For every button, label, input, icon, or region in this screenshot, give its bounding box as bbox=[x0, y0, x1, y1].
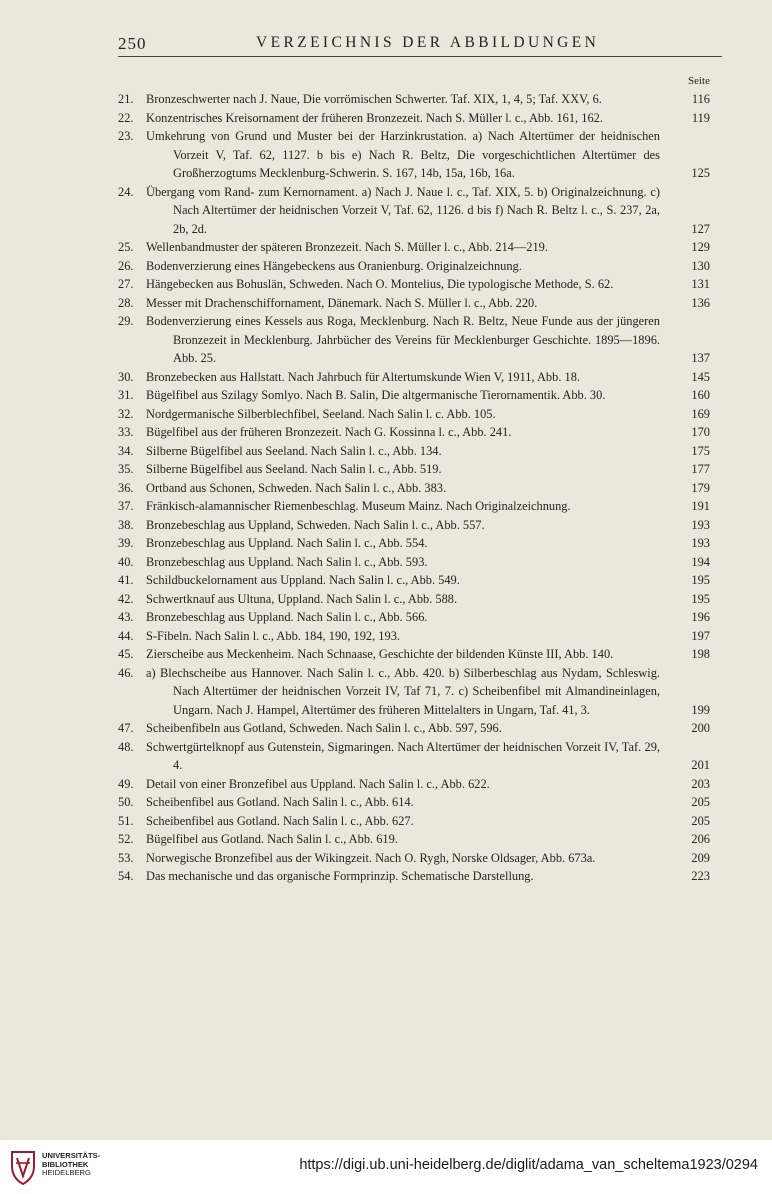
entry-caption: Bügelfibel aus Gotland. Nach Salin l. c., Abb. 619. bbox=[146, 832, 398, 846]
entry-page: 200 bbox=[691, 721, 710, 735]
entry-number: 41. bbox=[118, 573, 134, 587]
entry-number: 42. bbox=[118, 591, 134, 606]
library-line: UNIVERSITÄTS- bbox=[42, 1151, 101, 1160]
running-title: VERZEICHNIS DER ABBILDUNGEN bbox=[256, 34, 600, 51]
entry-caption: Schwertknauf aus Ultuna, Uppland. Nach Salin l. c., Abb. 588. bbox=[146, 591, 458, 606]
entry-caption: Bronzebeschlag aus Uppland, Schweden. Nach Salin l. c., Abb. 557. bbox=[146, 517, 485, 532]
entry-caption: Silberne Bügelfibel aus Seeland. Nach Salin l. c., Abb. 519. bbox=[146, 462, 442, 476]
library-name bbox=[42, 1152, 100, 1178]
list-entry bbox=[118, 386, 722, 405]
list-entry bbox=[118, 664, 722, 720]
list-entry bbox=[118, 590, 722, 609]
entry-page: 203 bbox=[691, 776, 710, 791]
entry-page: 131 bbox=[691, 277, 710, 291]
list-entry bbox=[118, 516, 722, 535]
entry-caption: Ortband aus Schonen, Schweden. Nach Salin l. c., Abb. 383. bbox=[146, 480, 447, 495]
entry-caption: Bodenverzierung eines Kessels aus Roga, Mecklenburg. Nach R. Beltz, Neue Funde aus der jüngeren Bronzezeit in Mecklenburg. Jahrbücher des Vereins für Mecklenburger Geschichte. 1895—1896. Abb. 25. bbox=[146, 314, 660, 365]
entry-number: 44. bbox=[118, 628, 134, 643]
entry-page: 125 bbox=[691, 166, 710, 180]
entry-caption: Messer mit Drachenschiffornament, Dänemark. Nach S. Müller l. c., Abb. 220. bbox=[146, 295, 538, 310]
list-entry bbox=[118, 849, 722, 868]
list-entry bbox=[118, 294, 722, 313]
list-entry bbox=[118, 738, 722, 775]
list-entry bbox=[118, 627, 722, 646]
entry-caption: Schildbuckelornament aus Uppland. Nach Salin l. c., Abb. 549. bbox=[146, 573, 460, 587]
entry-number: 28. bbox=[118, 295, 134, 310]
entry-number: 48. bbox=[118, 739, 134, 754]
entry-number: 38. bbox=[118, 517, 134, 532]
entry-caption: Bronzebeschlag aus Uppland. Nach Salin l. c., Abb. 593. bbox=[146, 554, 428, 569]
entry-page: 145 bbox=[691, 369, 710, 384]
entry-page: 137 bbox=[691, 351, 710, 365]
entry-caption: Hängebecken aus Bohuslän, Schweden. Nach O. Montelius, Die typologische Methode, S. 62. bbox=[146, 277, 614, 291]
list-entry bbox=[118, 90, 722, 109]
entry-page: 119 bbox=[691, 110, 710, 125]
entry-page: 169 bbox=[691, 406, 710, 421]
entry-caption: Fränkisch-alamannischer Riemenbeschlag. Museum Mainz. Nach Originalzeichnung. bbox=[146, 499, 571, 513]
entry-caption: Bronzebecken aus Hallstatt. Nach Jahrbuch für Altertumskunde Wien V, 1911, Abb. 18. bbox=[146, 369, 581, 384]
entry-page: 195 bbox=[691, 591, 710, 606]
list-entry bbox=[118, 867, 722, 886]
list-entry bbox=[118, 460, 722, 479]
entry-caption: a) Blechscheibe aus Hannover. Nach Salin l. c., Abb. 420. b) Silberbeschlag aus Nydam, Schleswig. Nach Altertümer der heidnischen Vorzeit IV, Taf 71, 7. c) Scheibenfibel mit Almandineinlagen, Ungarn. Nach J. Hampel, Altertümer des früheren Mittelalters in Ungarn, Taf. 41, 3. bbox=[146, 665, 660, 717]
entry-number: 26. bbox=[118, 258, 134, 273]
entry-page: 160 bbox=[691, 388, 710, 402]
entry-page: 175 bbox=[691, 443, 710, 458]
entry-page: 199 bbox=[691, 702, 710, 717]
library-line: BIBLIOTHEK bbox=[42, 1159, 89, 1169]
entry-caption: Bronzebeschlag aus Uppland. Nach Salin l. c., Abb. 554. bbox=[146, 536, 428, 550]
list-entry bbox=[118, 275, 722, 294]
entry-number: 35. bbox=[118, 462, 134, 476]
entry-number: 25. bbox=[118, 240, 134, 254]
entry-number: 50. bbox=[118, 795, 134, 809]
entry-caption: Umkehrung von Grund und Muster bei der Harzinkrustation. a) Nach Altertümer der heidnischen Vorzeit V, Taf. 62, 1127. b bis e) Nach R. Beltz, Die vorgeschichtlichen Altertümer des Großherzogtums Mecklenburg-Schwerin. S. 167, 14b, 15a, 16b, 16a. bbox=[146, 129, 660, 180]
entry-page: 129 bbox=[691, 240, 710, 254]
entry-number: 53. bbox=[118, 850, 134, 865]
entry-page: 170 bbox=[691, 425, 710, 439]
list-entry bbox=[118, 109, 722, 128]
list-entry bbox=[118, 423, 722, 442]
list-entry bbox=[118, 645, 722, 664]
entry-number: 36. bbox=[118, 480, 134, 495]
entry-caption: Wellenbandmuster der späteren Bronzezeit. Nach S. Müller l. c., Abb. 214—219. bbox=[146, 240, 548, 254]
footer-bar bbox=[0, 1140, 772, 1194]
entry-caption: Bodenverzierung eines Hängebeckens aus Oranienburg. Originalzeichnung. bbox=[146, 258, 522, 273]
entry-caption: Scheibenfibel aus Gotland. Nach Salin l. c., Abb. 627. bbox=[146, 813, 414, 828]
entry-number: 24. bbox=[118, 184, 134, 199]
list-entry bbox=[118, 830, 722, 849]
entry-number: 37. bbox=[118, 499, 134, 513]
entry-number: 47. bbox=[118, 721, 134, 735]
entry-number: 30. bbox=[118, 369, 134, 384]
entry-number: 46. bbox=[118, 665, 134, 680]
list-entry bbox=[118, 608, 722, 627]
entry-page: 223 bbox=[691, 869, 710, 883]
entry-page: 197 bbox=[691, 628, 710, 643]
entry-number: 43. bbox=[118, 610, 134, 624]
entry-page: 194 bbox=[691, 554, 710, 569]
entry-page: 209 bbox=[691, 850, 710, 865]
entry-number: 22. bbox=[118, 110, 134, 125]
page-header bbox=[118, 34, 722, 57]
entry-caption: Nordgermanische Silberblechfibel, Seeland. Nach Salin l. c. Abb. 105. bbox=[146, 406, 496, 421]
university-seal-icon bbox=[8, 1146, 38, 1186]
entry-number: 29. bbox=[118, 314, 134, 328]
entry-caption: Schwertgürtelknopf aus Gutenstein, Sigmaringen. Nach Altertümer der heidnischen Vorzeit IV, Taf. 29, 4. bbox=[146, 739, 660, 772]
entry-page: 205 bbox=[691, 795, 710, 809]
list-entry bbox=[118, 257, 722, 276]
entry-caption: Bronzeschwerter nach J. Naue, Die vorrömischen Schwerter. Taf. XIX, 1, 4, 5; Taf. XXV, 6. bbox=[146, 92, 602, 106]
entry-caption: Konzentrisches Kreisornament der früheren Bronzezeit. Nach S. Müller l. c., Abb. 161, 162. bbox=[146, 110, 603, 125]
page-number: 250 bbox=[118, 34, 147, 53]
entry-caption: Scheibenfibeln aus Gotland, Schweden. Nach Salin l. c., Abb. 597, 596. bbox=[146, 721, 502, 735]
entry-caption: Scheibenfibel aus Gotland. Nach Salin l. c., Abb. 614. bbox=[146, 795, 414, 809]
entry-page: 193 bbox=[691, 517, 710, 532]
list-entry bbox=[118, 442, 722, 461]
entry-number: 54. bbox=[118, 869, 134, 883]
entry-page: 116 bbox=[691, 92, 710, 106]
entry-page: 136 bbox=[691, 295, 710, 310]
entry-page: 198 bbox=[691, 647, 710, 661]
list-entry bbox=[118, 571, 722, 590]
entry-number: 32. bbox=[118, 406, 134, 421]
entry-number: 31. bbox=[118, 388, 134, 402]
entry-page: 206 bbox=[691, 832, 710, 846]
entry-number: 23. bbox=[118, 129, 134, 143]
entry-number: 52. bbox=[118, 832, 134, 846]
entry-caption: Übergang vom Rand- zum Kernornament. a) Nach J. Naue l. c., Taf. XIX, 5. b) Originalzeichnung. c) Nach Altertümer der heidnischen Vorzeit V, Taf. 62, 1126. d bis f) Nach R. Beltz l. c., S. 237, 2a, 2b, 2d. bbox=[146, 184, 660, 236]
list-entry bbox=[118, 793, 722, 812]
entry-page: 193 bbox=[691, 536, 710, 550]
figure-list bbox=[118, 90, 722, 886]
entry-page: 201 bbox=[691, 758, 710, 772]
list-entry bbox=[118, 497, 722, 516]
permalink-url[interactable]: https://digi.ub.uni-heidelberg.de/diglit/adama_van_scheltema1923/0294 bbox=[299, 1157, 758, 1173]
list-entry bbox=[118, 368, 722, 387]
entry-caption: Silberne Bügelfibel aus Seeland. Nach Salin l. c., Abb. 134. bbox=[146, 443, 442, 458]
entry-caption: Norwegische Bronzefibel aus der Wikingzeit. Nach O. Rygh, Norske Oldsager, Abb. 673a. bbox=[146, 850, 596, 865]
entry-page: 196 bbox=[691, 610, 710, 624]
list-entry bbox=[118, 405, 722, 424]
entry-page: 205 bbox=[691, 813, 710, 828]
entry-number: 27. bbox=[118, 277, 134, 291]
entry-number: 45. bbox=[118, 647, 134, 661]
entry-page: 195 bbox=[691, 573, 710, 587]
entry-number: 40. bbox=[118, 554, 134, 569]
entry-caption: S-Fibeln. Nach Salin l. c., Abb. 184, 190, 192, 193. bbox=[146, 628, 400, 643]
entry-caption: Bügelfibel aus der früheren Bronzezeit. Nach G. Kossinna l. c., Abb. 241. bbox=[146, 425, 512, 439]
list-entry bbox=[118, 127, 722, 183]
entry-page: 177 bbox=[691, 462, 710, 476]
entry-number: 34. bbox=[118, 443, 134, 458]
entry-caption: Bronzebeschlag aus Uppland. Nach Salin l. c., Abb. 566. bbox=[146, 610, 428, 624]
entry-caption: Zierscheibe aus Meckenheim. Nach Schnaase, Geschichte der bildenden Künste III, Abb. 140. bbox=[146, 647, 614, 661]
entry-caption: Bügelfibel aus Szilagy Somlyo. Nach B. Salin, Die altgermanische Tierornamentik. Abb. 30. bbox=[146, 388, 606, 402]
entry-page: 130 bbox=[691, 258, 710, 273]
entry-number: 49. bbox=[118, 776, 134, 791]
list-entry bbox=[118, 312, 722, 368]
list-entry bbox=[118, 775, 722, 794]
list-entry bbox=[118, 553, 722, 572]
entry-caption: Detail von einer Bronzefibel aus Uppland. Nach Salin l. c., Abb. 622. bbox=[146, 776, 490, 791]
entry-number: 21. bbox=[118, 92, 134, 106]
entry-number: 33. bbox=[118, 425, 134, 439]
list-entry bbox=[118, 238, 722, 257]
entry-page: 191 bbox=[691, 499, 710, 513]
list-entry bbox=[118, 812, 722, 831]
list-entry bbox=[118, 534, 722, 553]
list-entry bbox=[118, 479, 722, 498]
entry-caption: Das mechanische und das organische Formprinzip. Schematische Darstellung. bbox=[146, 869, 534, 883]
column-label-seite: Seite bbox=[688, 75, 710, 87]
list-entry bbox=[118, 183, 722, 239]
library-line: HEIDELBERG bbox=[42, 1168, 91, 1178]
entry-page: 179 bbox=[691, 480, 710, 495]
entry-number: 51. bbox=[118, 813, 134, 828]
entry-number: 39. bbox=[118, 536, 134, 550]
list-entry bbox=[118, 719, 722, 738]
entry-page: 127 bbox=[691, 221, 710, 236]
